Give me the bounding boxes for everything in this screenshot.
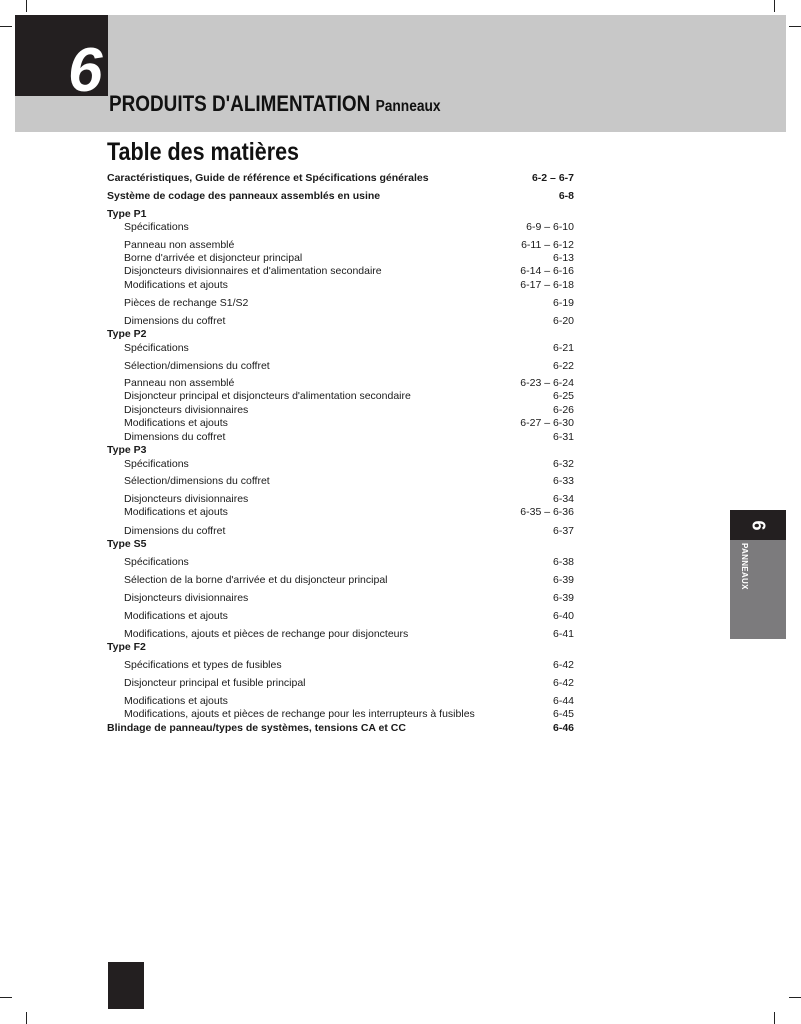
toc-entry-page: 6-22 [552,360,574,372]
toc-entry-label: Modifications et ajouts [124,695,228,707]
toc-entry [107,708,574,721]
toc-entry-label: Dimensions du coffret [124,525,226,537]
toc-entry [107,342,574,355]
toc-entry-label: Sélection/dimensions du coffret [124,475,270,487]
toc-entry-label: Modifications et ajouts [124,506,228,518]
toc-entry-label: Spécifications et types de fusibles [124,659,282,671]
toc-entry-label: Borne d'arrivée et disjoncteur principal [124,252,303,264]
toc-entry-label: Spécifications [124,221,189,233]
toc-entry-page: 6-35 – 6-36 [520,506,574,518]
chapter-number: 6 [68,36,102,105]
toc-entry-label: Modifications, ajouts et pièces de rechange pour les interrupteurs à fusibles [124,708,475,720]
toc-entry-page: 6-42 [552,659,574,671]
toc-entry-page: 6-17 – 6-18 [520,279,574,291]
toc-entry-page: 6-8 [558,190,574,202]
toc-entry-label: Disjoncteur principal et disjoncteurs d'alimentation secondaire [124,390,411,402]
toc-entry [107,360,574,373]
crop-mark [789,997,801,998]
toc-entry [107,538,574,551]
crop-mark [789,26,801,27]
toc-entry-page: 6-11 – 6-12 [521,239,574,251]
toc-entry-label: Modifications et ajouts [124,279,228,291]
toc-entry-label: Disjoncteur principal et fusible principal [124,677,306,689]
toc-entry [107,628,574,641]
toc-entry-label: Disjoncteurs divisionnaires [124,493,249,505]
toc-entry [107,525,574,538]
toc-entry [107,677,574,690]
toc-entry [107,444,574,457]
toc-entry [107,493,574,506]
toc-entry [107,695,574,708]
toc-entry [107,390,574,403]
toc-entry [107,641,574,654]
toc-entry-label: Type F2 [107,641,146,653]
toc-entry [107,722,574,735]
toc-entry-label: Disjoncteurs divisionnaires [124,404,249,416]
side-tab-number-text: 6 [748,519,769,531]
toc-entry-label: Panneau non assemblé [124,377,235,389]
toc-entry-page: 6-2 – 6-7 [531,172,574,184]
toc-entry [107,265,574,278]
toc-entry-page: 6-34 [552,493,574,505]
toc-entry-label: Type P2 [107,328,147,340]
crop-mark [26,0,27,12]
toc-entry [107,328,574,341]
toc-entry-page: 6-26 [552,404,574,416]
toc-entry [107,592,574,605]
footer-box [108,962,144,1009]
toc-entry [107,404,574,417]
toc-entry [107,475,574,488]
toc-entry-label: Spécifications [124,458,189,470]
toc-entry [107,377,574,390]
toc-entry-label: Pièces de rechange S1/S2 [124,297,249,309]
toc-entry-page: 6-20 [552,315,574,327]
toc-title: Table des matières [107,138,300,166]
toc-entry-label: Dimensions du coffret [124,431,226,443]
toc-entry [107,279,574,292]
toc-entry-page: 6-40 [552,610,574,622]
toc-entry-page: 6-31 [552,431,574,443]
toc-entry [107,208,574,221]
chapter-subtitle: Panneaux [375,98,441,115]
toc-entry-page: 6-13 [552,252,574,264]
toc-entry-label: Caractéristiques, Guide de référence et Spécifications générales [107,172,429,184]
toc-entry [107,610,574,623]
toc-entry [107,417,574,430]
toc-entry-page: 6-9 – 6-10 [526,221,574,233]
toc-entry-page: 6-19 [552,297,574,309]
toc-entry-page: 6-42 [552,677,574,689]
toc-entry-page: 6-44 [552,695,574,707]
toc-entry-label: Disjoncteurs divisionnaires [124,592,249,604]
toc-entry-label: Disjoncteurs divisionnaires et d'alimentation secondaire [124,265,382,277]
toc-entry-label: Type S5 [107,538,147,550]
toc-entry-label: Type P3 [107,444,147,456]
crop-mark [0,26,12,27]
toc-entry-label: Modifications et ajouts [124,417,228,429]
toc-entry-page: 6-23 – 6-24 [520,377,574,389]
toc-entry-label: Spécifications [124,556,189,568]
toc-entry-page: 6-25 [552,390,574,402]
toc-entry [107,172,574,185]
side-tab-number [730,510,786,540]
toc-entry-page: 6-37 [552,525,574,537]
crop-mark [774,1012,775,1024]
toc-entry-label: Système de codage des panneaux assemblés en usine [107,190,381,202]
crop-mark [26,1012,27,1024]
toc-entry-page: 6-33 [552,475,574,487]
toc-entry-page: 6-14 – 6-16 [520,265,574,277]
toc-entry [107,315,574,328]
crop-mark [0,997,12,998]
toc-entry-label: Type P1 [107,208,147,220]
toc-entry [107,506,574,519]
toc-entry-page: 6-41 [552,628,574,640]
toc-entry [107,458,574,471]
toc-entry-page: 6-27 – 6-30 [520,417,574,429]
side-tab-label: PANNEAUX [740,543,749,590]
toc-entry-label: Sélection de la borne d'arrivée et du disjoncteur principal [124,574,388,586]
chapter-title-main: PRODUITS D'ALIMENTATION [109,91,371,116]
toc-entry-label: Spécifications [124,342,189,354]
toc-entry [107,297,574,310]
toc-entry [107,574,574,587]
toc-entry-page: 6-45 [552,708,574,720]
toc-entry [107,252,574,265]
toc-entry-page: 6-21 [552,342,574,354]
toc-entry-page: 6-46 [552,722,574,734]
toc-entry-label: Blindage de panneau/types de systèmes, tensions CA et CC [107,722,406,734]
toc-entry-label: Sélection/dimensions du coffret [124,360,270,372]
chapter-title [109,90,441,121]
toc-entry-label: Dimensions du coffret [124,315,226,327]
toc-entry-label: Modifications et ajouts [124,610,228,622]
toc-entry-label: Modifications, ajouts et pièces de rechange pour disjoncteurs [124,628,409,640]
toc-entry-label: Panneau non assemblé [124,239,235,251]
toc-entry-page: 6-39 [552,574,574,586]
toc-entry-page: 6-38 [552,556,574,568]
toc-entry [107,190,574,203]
toc-entry [107,239,574,252]
toc-entry [107,431,574,444]
toc-entry [107,556,574,569]
toc-entry [107,221,574,234]
crop-mark [774,0,775,12]
toc-entry-page: 6-39 [552,592,574,604]
toc-entry-page: 6-32 [552,458,574,470]
toc-entry [107,659,574,672]
